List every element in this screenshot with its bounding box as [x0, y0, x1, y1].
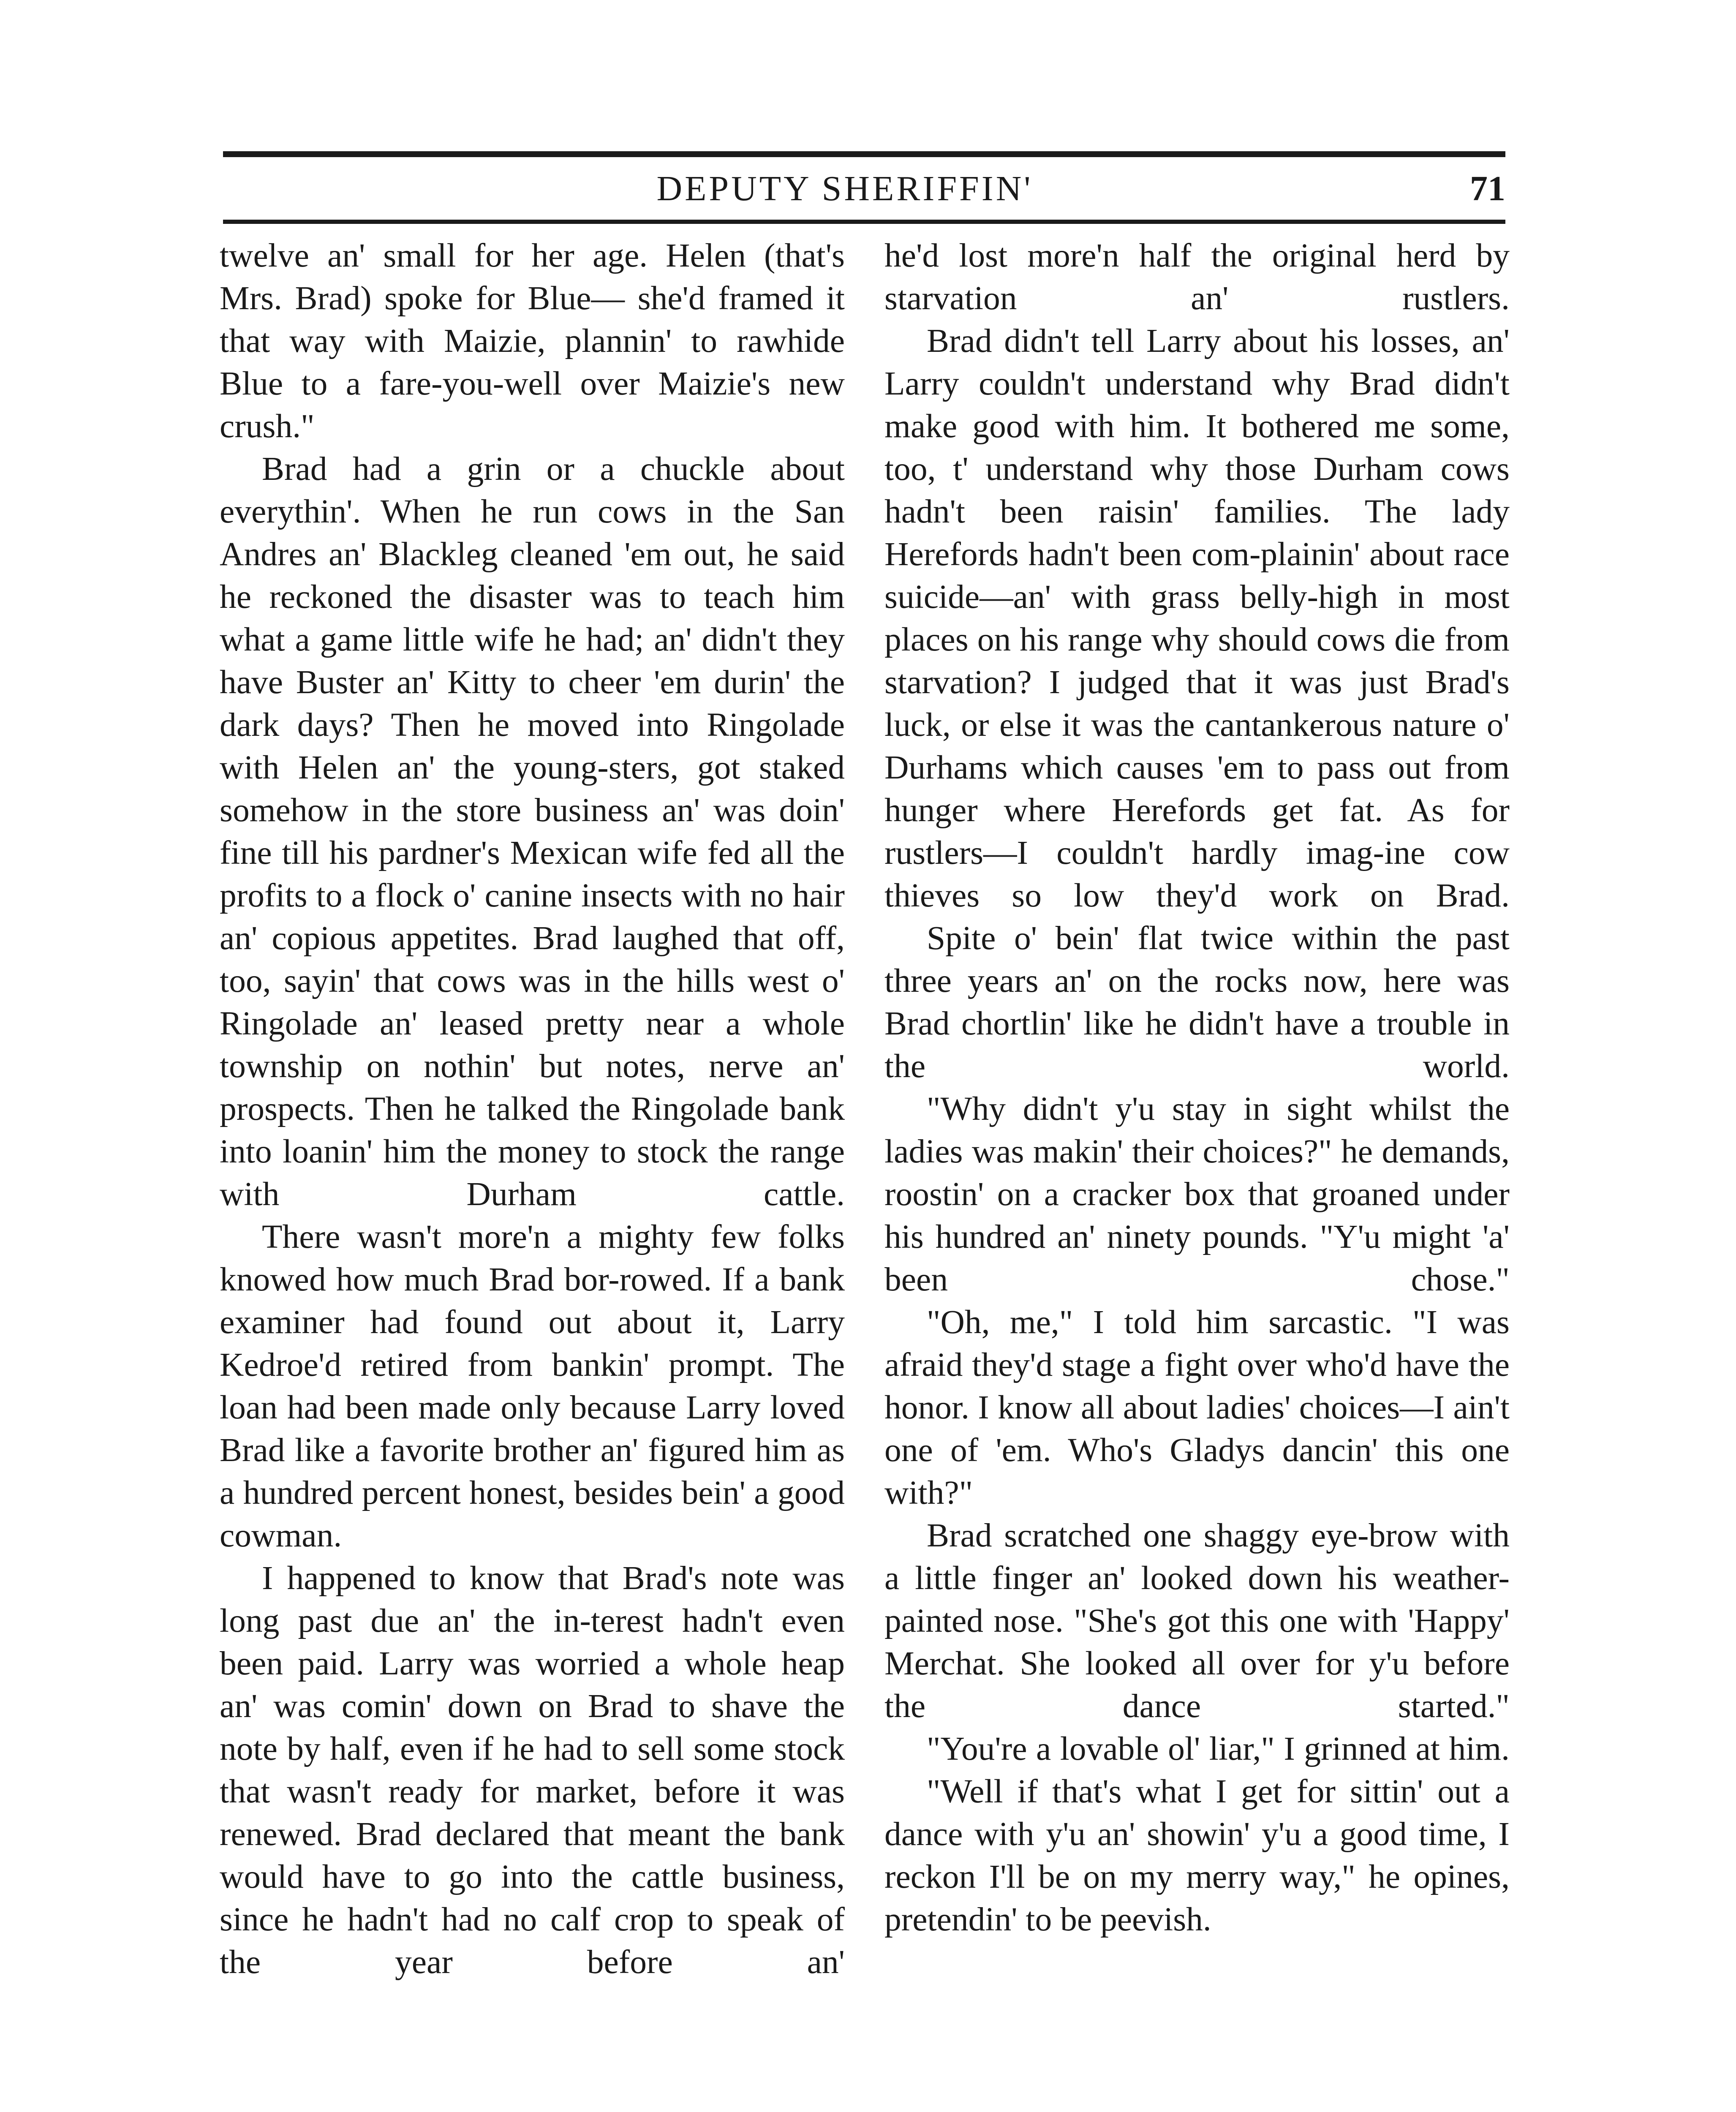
right-paragraph-1: he'd lost more'n half the original herd by starvation an' rustlers.: [884, 237, 1510, 317]
right-paragraph-4: "Why didn't y'u stay in sight whilst the ladies was makin' their choices?" he demands, roostin' on a cracker box that groaned under his hundred an' ninety pounds. "Y'u might 'a' been chose.": [884, 1090, 1510, 1298]
left-paragraph-2: Brad had a grin or a chuckle about everythin'. When he run cows in the San Andres an' Blackleg cleaned 'em out, he said he reckoned the disaster was to teach him what a game little wife he had; an' didn't they have Buster an' Kitty to cheer 'em durin' the dark days? Then he moved into Ringolade with Helen an' the young-sters, got staked somehow in the store business an' was doin' fine till his pardner's Mexican wife fed all the profits to a flock o' canine insects with no hair an' copious appetites. Brad laughed that off, too, sayin' that cows was in the hills west o' Ringolade an' leased pretty near a whole township on nothin' but notes, nerve an' prospects. Then he talked the Ringolade bank into loanin' him the money to stock the range with Durham cattle.: [220, 450, 845, 1213]
header-bottom-rule: [223, 220, 1505, 224]
running-title: DEPUTY SHERIFFIN': [656, 169, 1033, 208]
right-paragraph-2: Brad didn't tell Larry about his losses, an' Larry couldn't understand why Brad didn't make good with him. It bothered me some, too, t' understand why those Durham cows hadn't been raisin' families. The lady Herefords hadn't been com-plainin' about race suicide—an' with grass belly-high in most places on his range why should cows die from starvation? I judged that it was just Brad's luck, or else it was the cantankerous nature o' Durhams which causes 'em to pass out from hunger where Herefords get fat. As for rustlers—I couldn't hardly imag-ine cow thieves so low they'd work on Brad.: [884, 322, 1510, 914]
right-column: [884, 234, 1510, 2112]
right-paragraph-8: "Well if that's what I get for sittin' out a dance with y'u an' showin' y'u a good time, I reckon I'll be on my merry way," he opines, pretendin' to be peevish.: [884, 1773, 1510, 1938]
right-paragraph-5: "Oh, me," I told him sarcastic. "I was afraid they'd stage a fight over who'd have the honor. I know all about ladies' choices—I ain't one of 'em. Who's Gladys dancin' this one with?": [884, 1304, 1510, 1511]
left-paragraph-3: There wasn't more'n a mighty few folks knowed how much Brad bor-rowed. If a bank examiner had found out about it, Larry Kedroe'd retired from bankin' prompt. The loan had been made only because Larry loved Brad like a favorite brother an' figured him as a hundred percent honest, besides bein' a good cowman.: [220, 1218, 845, 1554]
right-paragraph-6: Brad scratched one shaggy eye-brow with a little finger an' looked down his weather-painted nose. "She's got this one with 'Happy' Merchat. She looked all over for y'u before the dance started.": [884, 1517, 1510, 1725]
left-paragraph-1: twelve an' small for her age. Helen (that's Mrs. Brad) spoke for Blue— she'd framed it that way with Maizie, plannin' to rawhide Blue to a fare-you-well over Maizie's new crush.": [220, 237, 845, 445]
right-paragraph-3: Spite o' bein' flat twice within the past three years an' on the rocks now, here was Brad chortlin' like he didn't have a trouble in the world.: [884, 920, 1510, 1085]
left-paragraph-4: I happened to know that Brad's note was long past due an' the in-terest hadn't even been paid. Larry was worried a whole heap an' was comin' down on Brad to shave the note by half, even if he had to sell some stock that wasn't ready for market, before it was renewed. Brad declared that meant the bank would have to go into the cattle business, since he hadn't had no calf crop to speak of the year before an': [220, 1560, 845, 1981]
right-paragraph-7: "You're a lovable ol' liar," I grinned at him.: [927, 1730, 1510, 1767]
header-top-rule: [223, 151, 1505, 157]
left-column: [220, 234, 845, 2112]
page-number: 71: [1470, 169, 1505, 208]
